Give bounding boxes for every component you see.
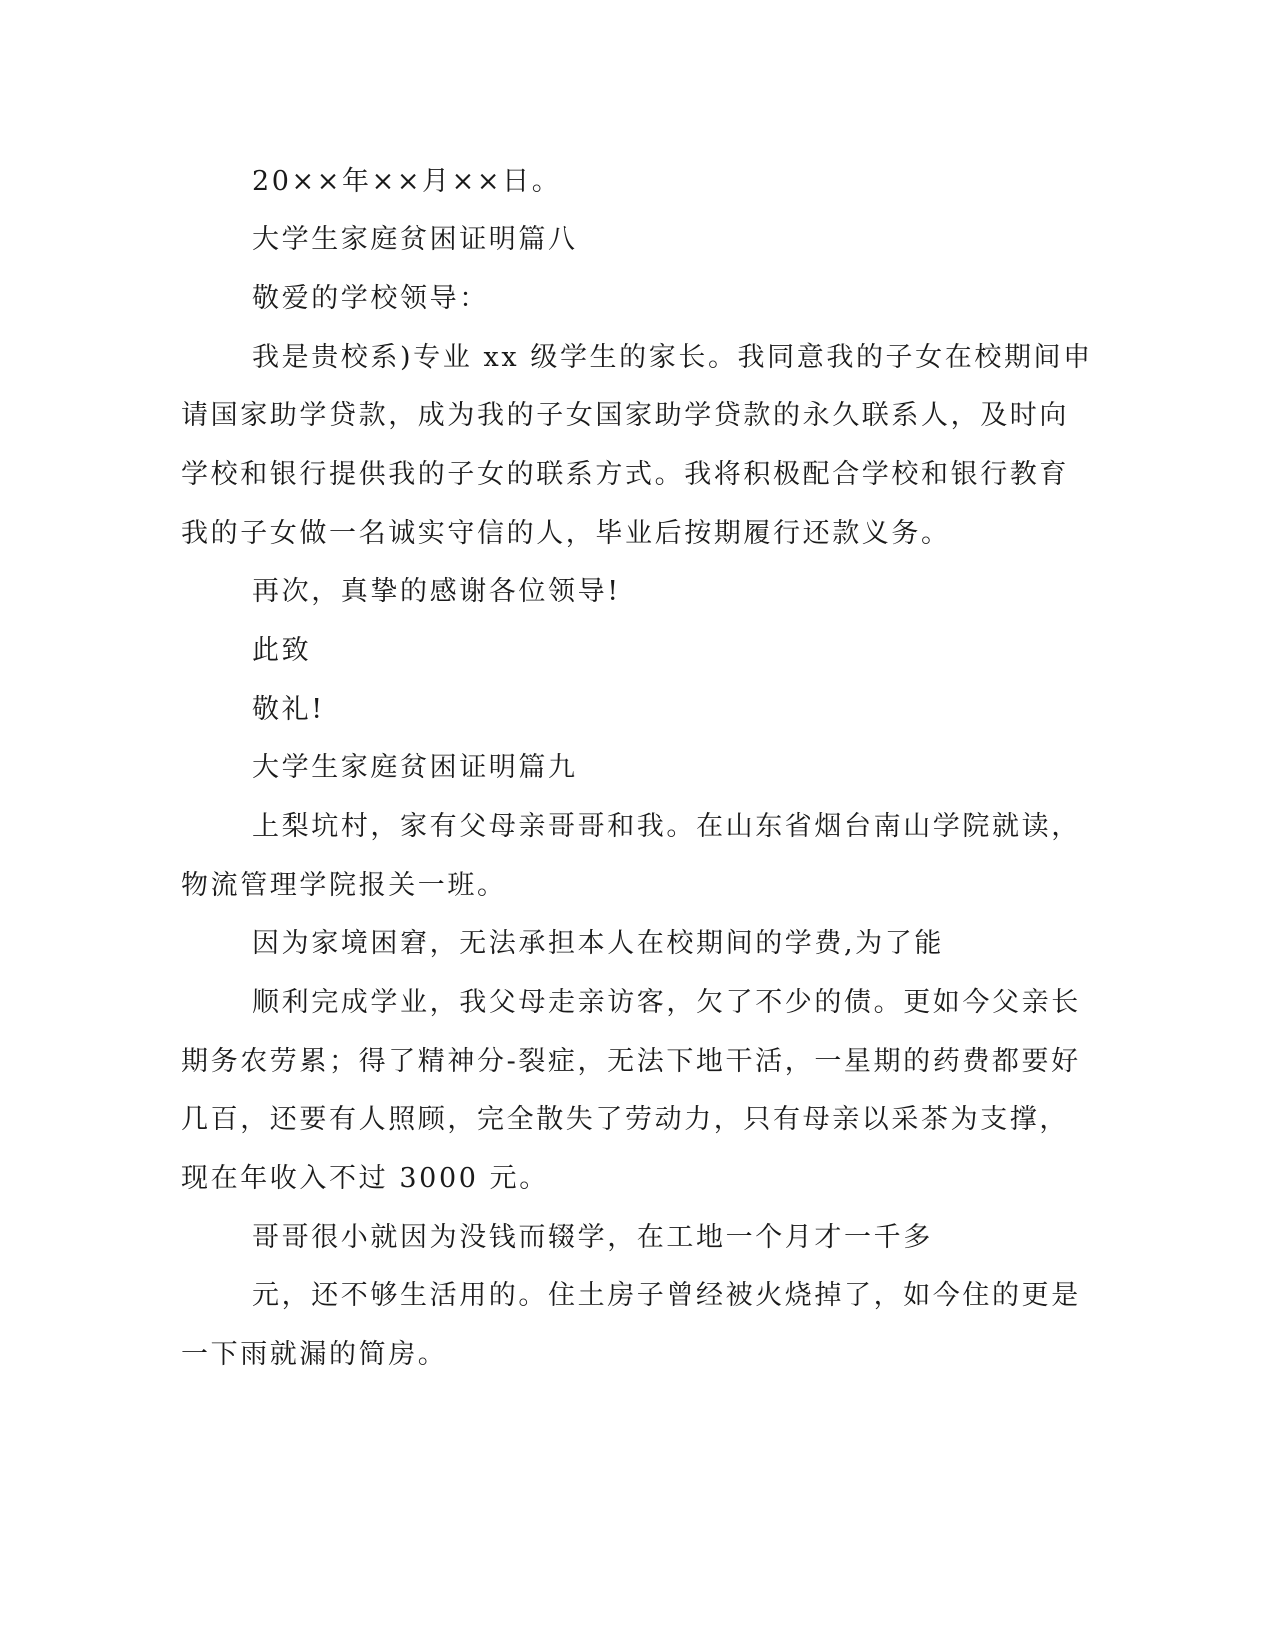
closing-regards: 敬礼! [252,694,325,725]
salutation: 敬爱的学校领导： [252,283,489,314]
section-heading-8: 大学生家庭贫困证明篇八 [252,224,578,255]
date-line: 20××年××月××日。 [252,166,562,197]
paragraph-line: 我是贵校系)专业 xx 级学生的家长。我同意我的子女在校期间申 [252,342,1093,373]
paragraph-line: 我的子女做一名诚实守信的人，毕业后按期履行还款义务。 [181,518,951,549]
section-heading-9: 大学生家庭贫困证明篇九 [252,752,578,783]
paragraph-line: 请国家助学贷款，成为我的子女国家助学贷款的永久联系人，及时向 [181,400,1069,431]
thanks-line: 再次，真挚的感谢各位领导! [252,576,621,607]
paragraph-line: 上梨坑村，家有父母亲哥哥和我。在山东省烟台南山学院就读， [252,811,1081,842]
paragraph-line: 哥哥很小就因为没钱而辍学，在工地一个月才一千多 [252,1222,933,1253]
paragraph-line: 物流管理学院报关一班。 [181,870,507,901]
paragraph-line: 几百，还要有人照顾，完全散失了劳动力，只有母亲以采茶为支撑， [181,1104,1069,1135]
paragraph-line: 学校和银行提供我的子女的联系方式。我将积极配合学校和银行教育 [181,459,1069,490]
paragraph-line: 因为家境困窘，无法承担本人在校期间的学费,为了能 [252,928,944,959]
paragraph-line: 现在年收入不过 3000 元。 [181,1163,549,1194]
closing-line: 此致 [252,635,312,666]
paragraph-line: 顺利完成学业，我父母走亲访客，欠了不少的债。更如今父亲长 [252,987,1081,1018]
paragraph-line: 一下雨就漏的简房。 [181,1339,448,1370]
paragraph-line: 元，还不够生活用的。住土房子曾经被火烧掉了，如今住的更是 [252,1280,1081,1311]
paragraph-line: 期务农劳累；得了精神分-裂症，无法下地干活，一星期的药费都要好 [181,1046,1081,1077]
